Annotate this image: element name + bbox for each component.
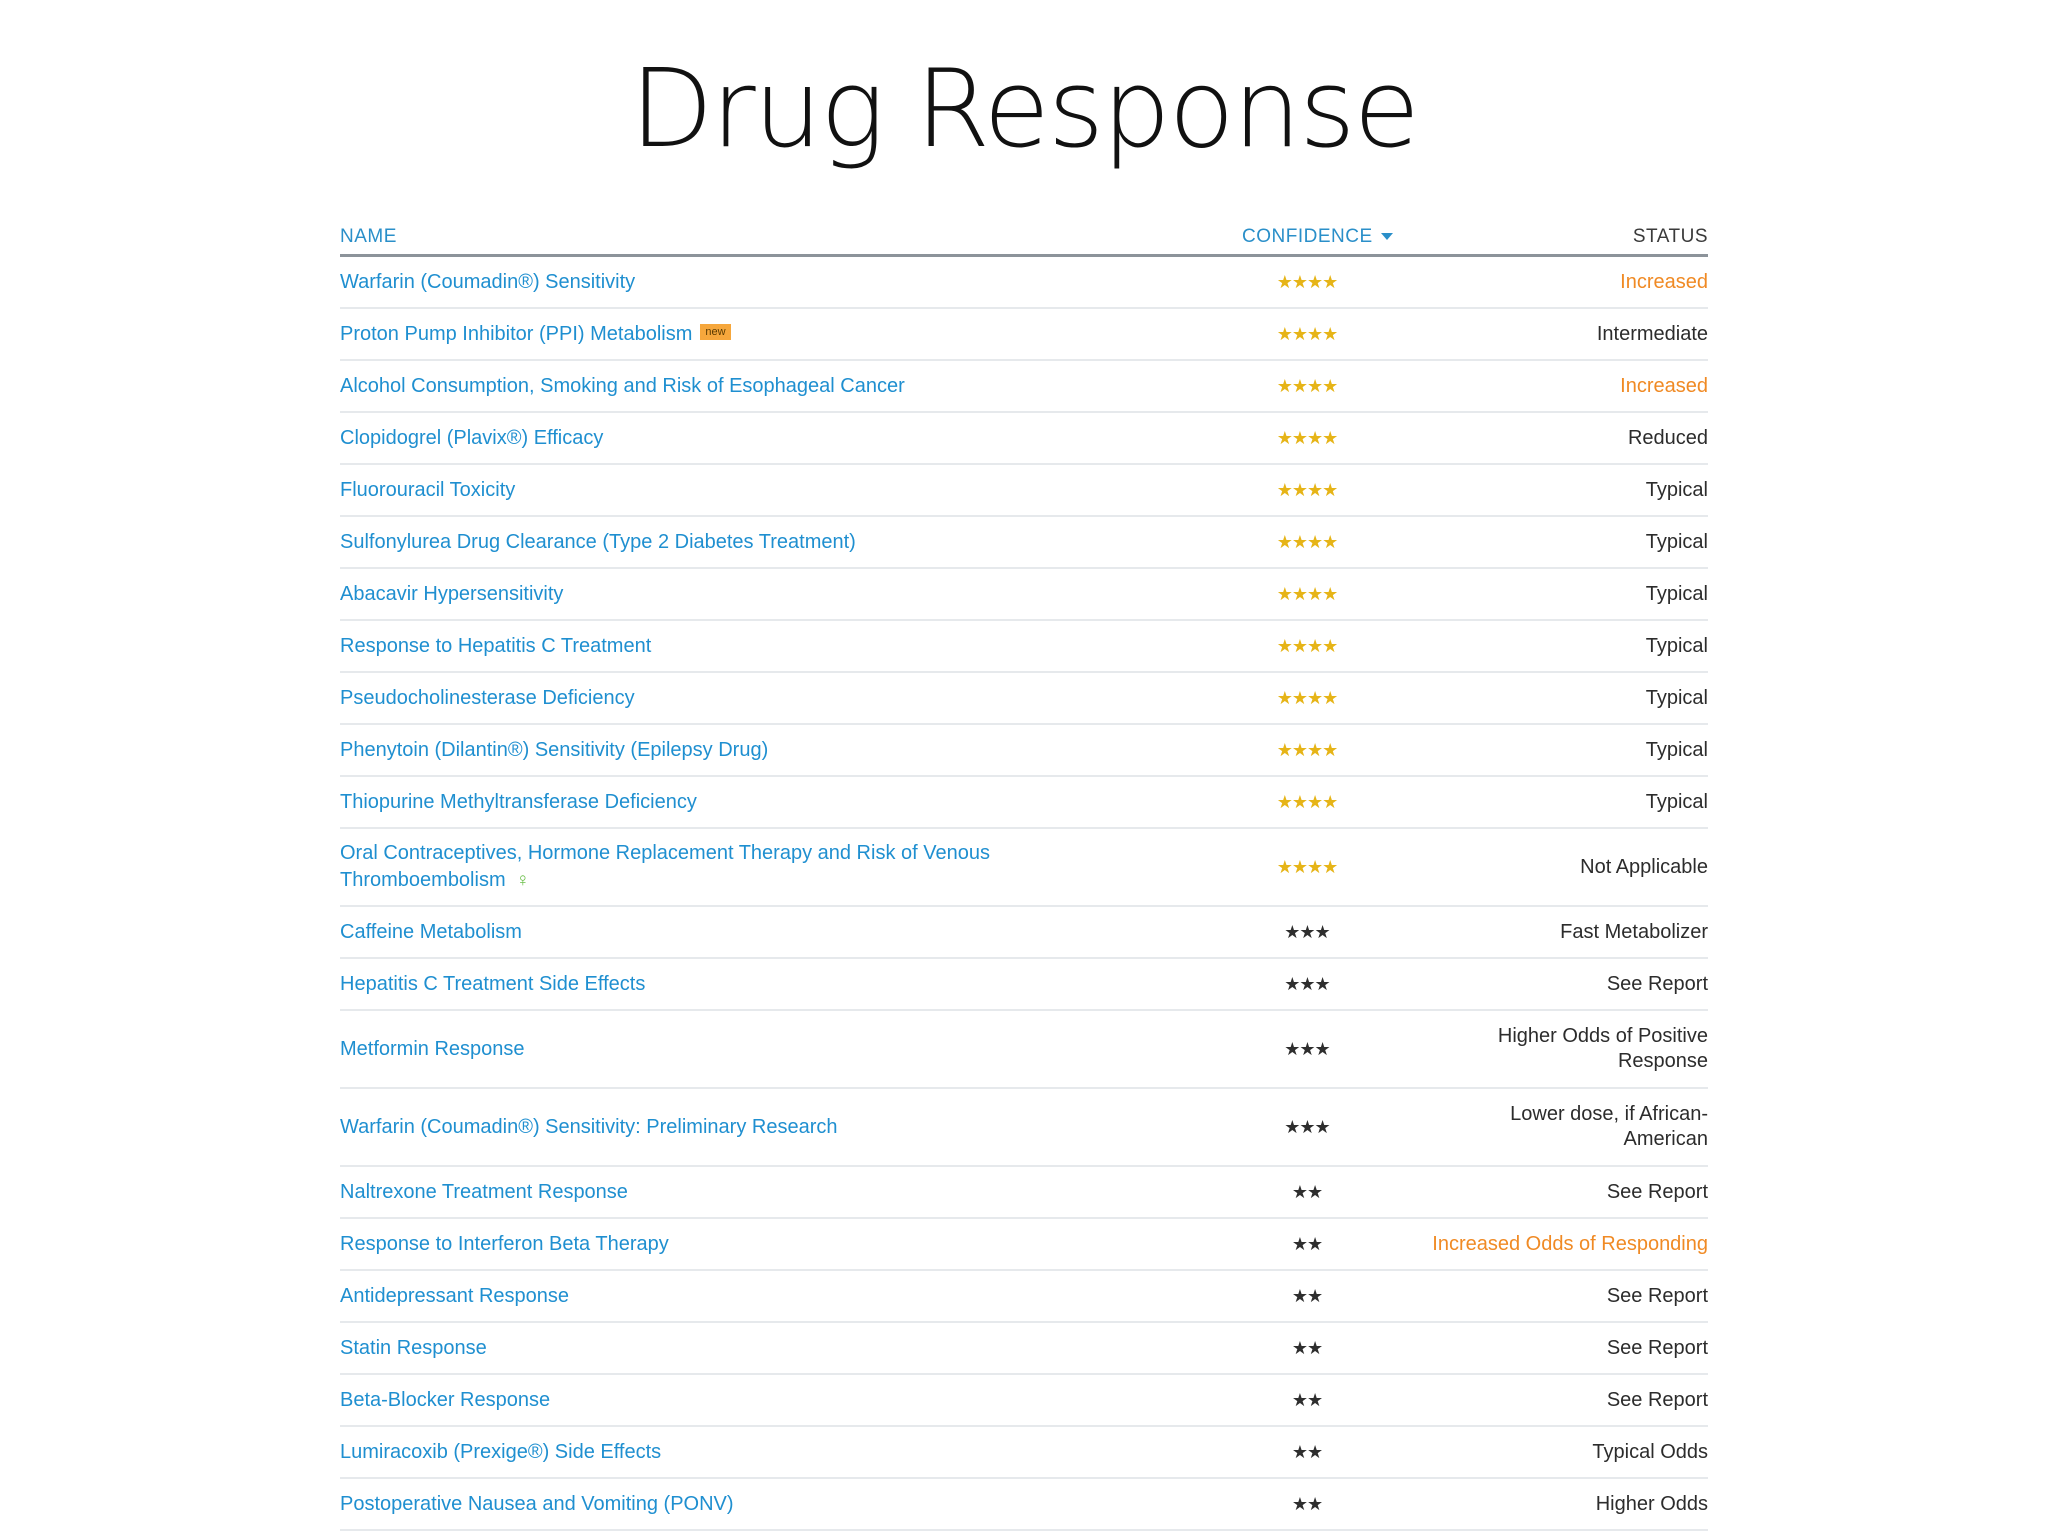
report-link[interactable]: Sulfonylurea Drug Clearance (Type 2 Diabetes Treatment) — [340, 530, 856, 553]
report-link[interactable]: Statin Response — [340, 1336, 487, 1359]
table-row — [340, 309, 1708, 361]
page-title: Drug Response — [630, 47, 1418, 172]
status-text: Increased Odds of Responding — [1432, 1232, 1708, 1255]
status-text: Typical — [1645, 634, 1708, 657]
confidence-stars: ★★★★ — [1276, 271, 1338, 292]
table-row — [340, 777, 1708, 829]
table-row — [340, 569, 1708, 621]
confidence-stars: ★★★ — [1284, 1038, 1330, 1059]
status-text: See Report — [1606, 1336, 1708, 1359]
table-row — [340, 1167, 1708, 1219]
status-line2: Response — [1617, 1050, 1708, 1072]
column-header-status[interactable]: STATUS — [1632, 226, 1708, 247]
table-row — [340, 1427, 1708, 1479]
status-text — [1348, 1102, 1708, 1152]
report-link[interactable]: Caffeine Metabolism — [340, 920, 522, 943]
report-link[interactable]: Hepatitis C Treatment Side Effects — [340, 972, 646, 995]
confidence-stars: ★★ — [1291, 1493, 1323, 1514]
report-link[interactable]: Naltrexone Treatment Response — [340, 1180, 628, 1203]
confidence-stars: ★★★ — [1284, 921, 1330, 942]
table-row — [340, 1219, 1708, 1271]
table-row — [340, 1011, 1708, 1089]
confidence-stars: ★★ — [1291, 1285, 1323, 1306]
confidence-stars: ★★★★ — [1276, 427, 1338, 448]
report-link[interactable]: Clopidogrel (Plavix®) Efficacy — [340, 426, 604, 449]
confidence-stars: ★★ — [1291, 1389, 1323, 1410]
report-link[interactable]: Alcohol Consumption, Smoking and Risk of Esophageal Cancer — [340, 374, 905, 397]
report-link[interactable]: Warfarin (Coumadin®) Sensitivity — [340, 270, 636, 293]
status-line1: Higher Odds of Positive — [1497, 1025, 1708, 1047]
confidence-stars: ★★ — [1291, 1337, 1323, 1358]
confidence-stars: ★★★★ — [1276, 635, 1338, 656]
table-row — [340, 1089, 1708, 1167]
report-link[interactable]: Thiopurine Methyltransferase Deficiency — [340, 790, 697, 813]
table-row — [340, 465, 1708, 517]
table-row — [340, 725, 1708, 777]
column-header-confidence-label: CONFIDENCE — [1242, 226, 1373, 247]
confidence-stars: ★★★★ — [1276, 531, 1338, 552]
female-symbol-icon: ♀ — [515, 870, 530, 891]
report-link[interactable] — [340, 321, 1060, 348]
status-text: Increased — [1620, 374, 1708, 397]
report-link[interactable]: Response to Interferon Beta Therapy — [340, 1232, 669, 1255]
status-line2: American — [1623, 1128, 1708, 1150]
table-row — [340, 1479, 1708, 1531]
report-link[interactable]: Lumiracoxib (Prexige®) Side Effects — [340, 1440, 662, 1463]
confidence-stars: ★★★★ — [1276, 739, 1338, 760]
table-row — [340, 1323, 1708, 1375]
table-row — [340, 517, 1708, 569]
status-text: Intermediate — [1596, 322, 1708, 345]
report-link[interactable]: Antidepressant Response — [340, 1284, 570, 1307]
status-text: See Report — [1606, 1180, 1708, 1203]
new-badge: new — [700, 324, 730, 340]
status-text: Typical Odds — [1592, 1440, 1708, 1463]
table-row — [340, 361, 1708, 413]
status-text: Typical — [1645, 478, 1708, 501]
status-text: Typical — [1645, 686, 1708, 709]
column-header-confidence[interactable] — [1242, 226, 1393, 248]
confidence-stars: ★★★★ — [1276, 583, 1338, 604]
sort-caret-icon — [1381, 233, 1393, 240]
status-text — [1348, 1024, 1708, 1074]
report-link[interactable]: Pseudocholinesterase Deficiency — [340, 686, 635, 709]
status-text: Fast Metabolizer — [1560, 920, 1708, 943]
table-row — [340, 673, 1708, 725]
status-line1: Lower dose, if African- — [1510, 1103, 1708, 1125]
confidence-stars: ★★★★ — [1276, 687, 1338, 708]
table-header — [340, 216, 1708, 257]
confidence-stars: ★★★★ — [1276, 323, 1338, 344]
report-link[interactable] — [340, 840, 1060, 894]
table-row — [340, 621, 1708, 673]
table-row — [340, 959, 1708, 1011]
report-link-label: Oral Contraceptives, Hormone Replacement Therapy and Risk of Venous — [340, 842, 990, 864]
table-row — [340, 1271, 1708, 1323]
confidence-stars: ★★ — [1291, 1233, 1323, 1254]
status-text: See Report — [1606, 972, 1708, 995]
report-link[interactable]: Phenytoin (Dilantin®) Sensitivity (Epilepsy Drug) — [340, 738, 769, 761]
confidence-stars: ★★★★ — [1276, 856, 1338, 877]
status-text: Typical — [1645, 790, 1708, 813]
confidence-stars: ★★★★ — [1276, 791, 1338, 812]
report-link[interactable]: Response to Hepatitis C Treatment — [340, 634, 652, 657]
confidence-stars: ★★ — [1291, 1181, 1323, 1202]
confidence-stars: ★★★★ — [1276, 375, 1338, 396]
status-text: Reduced — [1627, 426, 1708, 449]
confidence-stars: ★★★ — [1284, 973, 1330, 994]
report-link-label: Proton Pump Inhibitor (PPI) Metabolism — [340, 322, 693, 345]
status-text: See Report — [1606, 1284, 1708, 1307]
report-link[interactable]: Beta-Blocker Response — [340, 1388, 551, 1411]
table-row — [340, 1375, 1708, 1427]
table-row — [340, 413, 1708, 465]
column-header-name[interactable]: NAME — [340, 226, 397, 247]
status-text: Higher Odds — [1595, 1492, 1708, 1515]
report-link-label-line2: Thromboembolism — [340, 869, 506, 891]
status-text: Increased — [1620, 270, 1708, 293]
report-link[interactable]: Fluorouracil Toxicity — [340, 478, 516, 501]
report-link[interactable]: Postoperative Nausea and Vomiting (PONV) — [340, 1492, 734, 1515]
status-text: Typical — [1645, 582, 1708, 605]
report-link[interactable]: Warfarin (Coumadin®) Sensitivity: Preliminary Research — [340, 1115, 838, 1138]
status-text: Not Applicable — [1580, 855, 1708, 878]
table-row — [340, 257, 1708, 309]
drug-response-table — [340, 216, 1708, 1531]
report-link[interactable]: Metformin Response — [340, 1037, 525, 1060]
confidence-stars: ★★★ — [1284, 1116, 1330, 1137]
table-row — [340, 907, 1708, 959]
status-text: Typical — [1645, 738, 1708, 761]
table-row — [340, 829, 1708, 907]
report-link[interactable]: Abacavir Hypersensitivity — [340, 582, 564, 605]
status-text: Typical — [1645, 530, 1708, 553]
confidence-stars: ★★★★ — [1276, 479, 1338, 500]
confidence-stars: ★★ — [1291, 1441, 1323, 1462]
status-text: See Report — [1606, 1388, 1708, 1411]
